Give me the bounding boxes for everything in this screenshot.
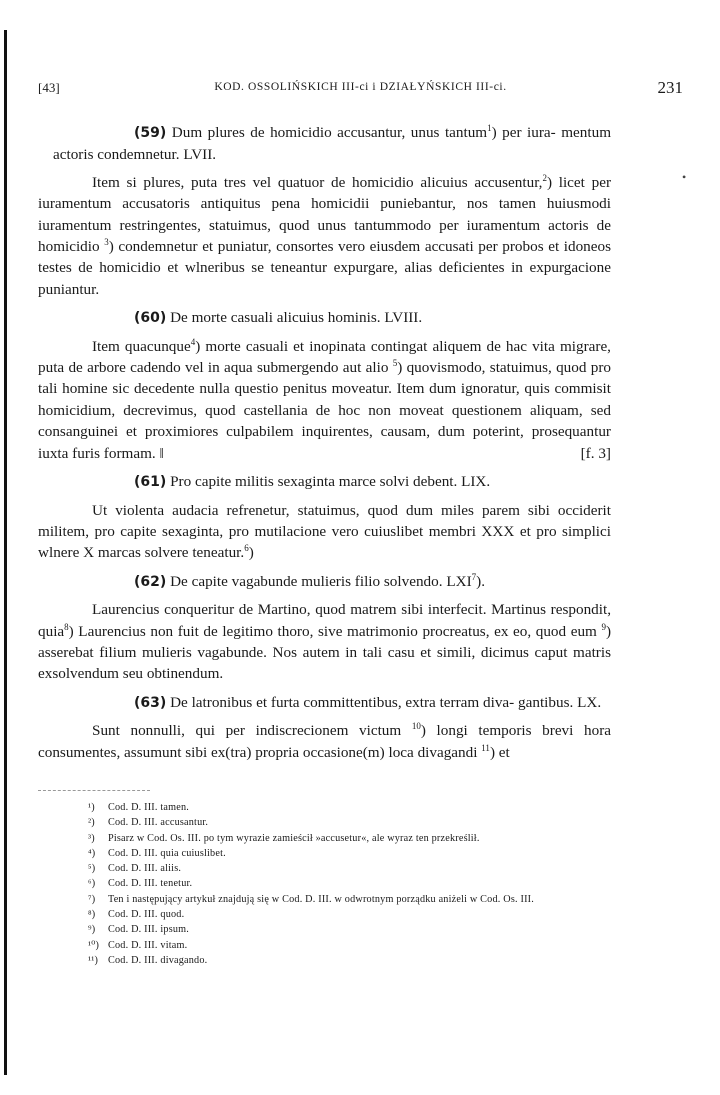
article-title-60: (60) De morte casuali alicuius hominis. LVIII. [134,309,423,327]
article-title-59: (59) Dum plures de homicidio accusantur, unus tantum$^1$) per iura- mentum actoris condemnetur. LVII. [53,122,612,164]
footnote: ⁹) Cod. D. III. ipsum. [88,924,190,936]
page-number: 231 [657,78,683,97]
footnote: ¹⁰) Cod. D. III. vitam. [88,939,188,951]
footnote: ⁸) Cod. D. III. quod. [88,909,185,921]
footnote: ⁴) Cod. D. III. quia cuiuslibet. [88,847,226,859]
article-body-62: Laurencius conqueritur de Martino, quod matrem sibi interfecit. Martinus respondit, quia$^8$) Laurencius non fuit de legitimo thoro, sive matrimonio procreatus, ex eo, quod eum $^9$) asserebat filium mulieris vagabunde. Nos autem in tali casu et simili, dicimus caput matris exsolvendum seu obtinendum. [38,601,612,683]
footnote: ⁶) Cod. D. III. tenetur. [88,878,193,890]
footnote-ref: 1 [487,122,492,133]
article-body-63: Sunt nonnulli, qui per indiscrecionem victum $^{10}$) longi temporis brevi hora consumentes, assumunt sibi ex(tra) propria occasione(m) loca divagandi $^{11}$) et [38,721,611,761]
article-title-62: (62) De capite vagabunde mulieris filio solvendo. LXI$^7$). [134,571,485,590]
footnote: ³) Pisarz w Cod. Os. III. po tym wyrazie zamieścił »accusetur«, ale wyraz ten przekreślił. [88,832,480,844]
footnote: ¹) Cod. D. III. tamen. [88,802,190,813]
footnote: ⁵) Cod. D. III. aliis. [88,863,182,875]
footnote: ²) Cod. D. III. accusantur. [88,817,209,829]
header-page-ref: [43] [38,80,60,95]
article-title-63: (63) De latronibus et furta committentibus, extra terram diva- gantibus. LX. [134,693,602,711]
header-title: KOD. OSSOLIŃSKICH III-ci i DZIAŁYŃSKICH III-ci. [214,81,507,93]
footnote: ¹¹) Cod. D. III. divagando. [88,954,208,966]
footnotes [56,800,616,968]
folio-marker: [f. 3] [580,444,611,462]
page-binding-edge [4,30,7,1075]
article-body-60: Item quacunque$^4$) morte casuali et inopinata contingat aliquem de hac vita migrare, puta de arbore cadendo vel in aqua submergendo aut alio $^5$) quovismodo, statuimus, quod pro tali homine sic decedente nulla questio penitus moveatur. Item dum ignoratur, quis commisit homicidium, decrevimus, quod castellania de hoc non moveat questionem aliquam, sed consanguinei et proximiores culpabilem inquirentes, causam, dum poterint, prosequantur iuxta furis formam. ‖ [38,336,612,462]
article-body-61: Ut violenta audacia refrenetur, statuimus, quod dum miles parem sibi occiderit militem, pro capite sexaginta, pro mutilacione vero cuiuslibet membri XXX et pro simplici wlnere X marcas solvere teneatur.$^6$) [38,501,611,562]
main-text [38,122,611,763]
article-body-59: Item si plures, puta tres vel quatuor de homicidio alicuius accusentur,$^2$) licet per iuramentum accusatoris antiquitus pena homicidii puniebantur, nos tamen huiusmodi iuramentum restringentes, statuimus, quod unus tantummodo per iuramentum actoris de homicidio $^3$) condemnetur et puniatur, consortes vero eiusdem accusati per probos et idoneos testes de homicidio et wlneribus se teneantur expurgare, alias deficientes in expurgacione puniantur. [38,172,611,298]
running-header [38,80,683,104]
footnote: ⁷) Ten i następujący artykuł znajdują się w Cod. D. III. w odwrotnym porządku aniżeli w Cod. Os. III. [88,893,534,905]
stray-mark: • [682,170,687,184]
article-title-61: (61) Pro capite militis sexaginta marce solvi debent. LIX. [134,473,491,491]
footnote-rule [38,790,150,791]
